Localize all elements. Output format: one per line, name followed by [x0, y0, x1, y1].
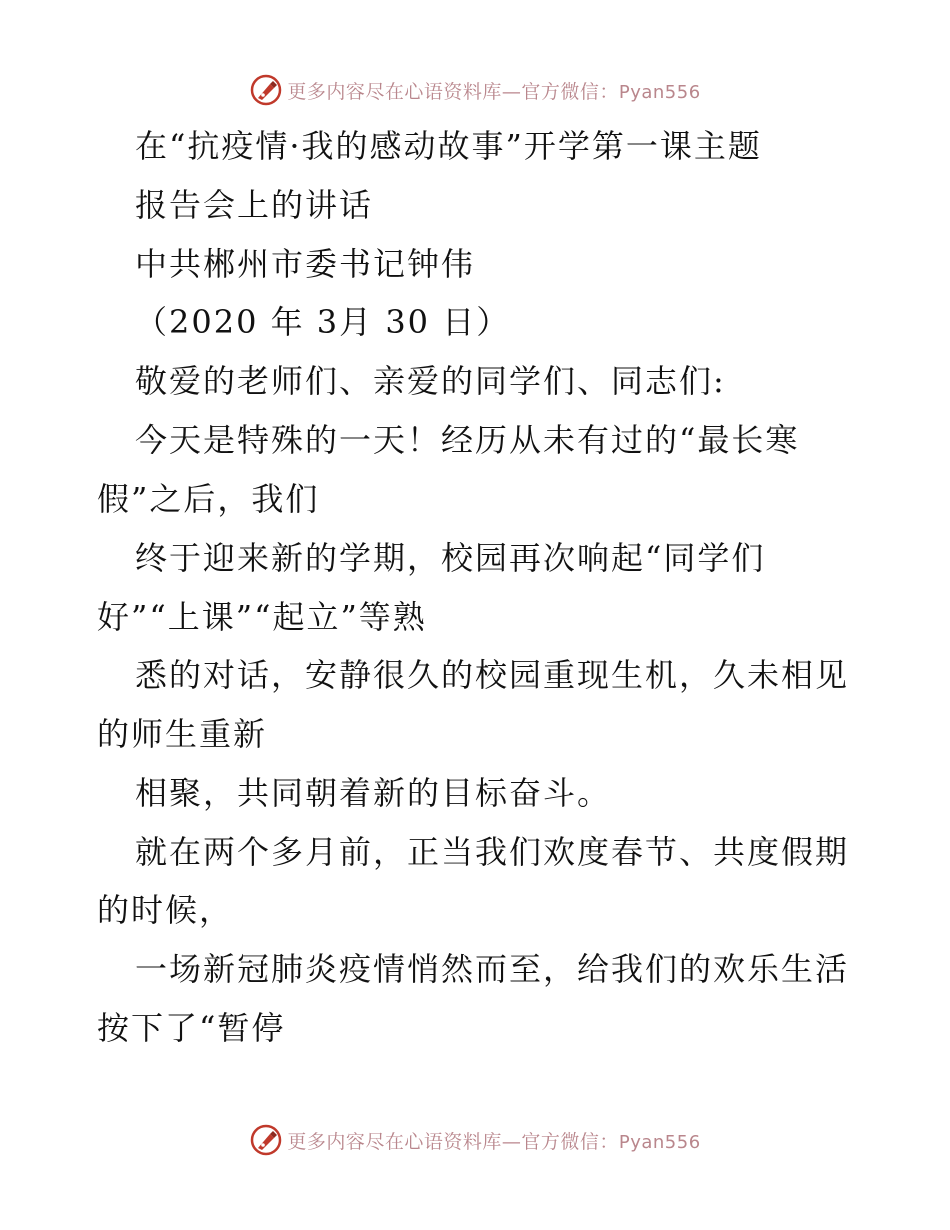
title-line-1: 在“抗疫情·我的感动故事”开学第一课主题 [135, 127, 762, 165]
author-line: 中共郴州市委书记钟伟 [135, 245, 476, 283]
paragraph-2-line: 的时候， [97, 891, 234, 929]
title-line-2: 报告会上的讲话 [135, 186, 374, 224]
watermark-text: 更多内容尽在心语资料库—官方微信：Pyan556 [287, 80, 701, 103]
salutation-line: 敬爱的老师们、亲爱的同学们、同志们: [135, 362, 726, 400]
paragraph-2-line: 就在两个多月前，正当我们欢度春节、共度假期 [135, 833, 850, 871]
paragraph-1-line: 今天是特殊的一天！经历从未有过的“最长寒 [135, 421, 800, 459]
watermark-text: 更多内容尽在心语资料库—官方微信：Pyan556 [287, 1130, 701, 1153]
paragraph-1-line: 终于迎来新的学期，校园再次响起“同学们 [135, 539, 766, 577]
paragraph-1-line: 好”“上课”“起立”等熟 [97, 598, 427, 636]
paragraph-1-line: 的师生重新 [97, 715, 268, 753]
pen-nib-circle-icon [249, 1123, 283, 1157]
footer-watermark [0, 1120, 950, 1160]
paragraph-1-line: 相聚，共同朝着新的目标奋斗。 [135, 774, 612, 812]
paragraph-2-line: 按下了“暂停 [97, 1009, 286, 1047]
paragraph-1-line: 悉的对话，安静很久的校园重现生机，久未相见 [135, 656, 850, 694]
watermark-wechat-id: Pyan556 [618, 81, 701, 103]
paragraph-2-line: 一场新冠肺炎疫情悄然而至，给我们的欢乐生活 [135, 950, 850, 988]
paragraph-1-line: 假”之后，我们 [97, 480, 320, 518]
date-line: （2020 年 3月 30 日） [135, 303, 511, 341]
watermark-wechat-id: Pyan556 [618, 1131, 701, 1153]
